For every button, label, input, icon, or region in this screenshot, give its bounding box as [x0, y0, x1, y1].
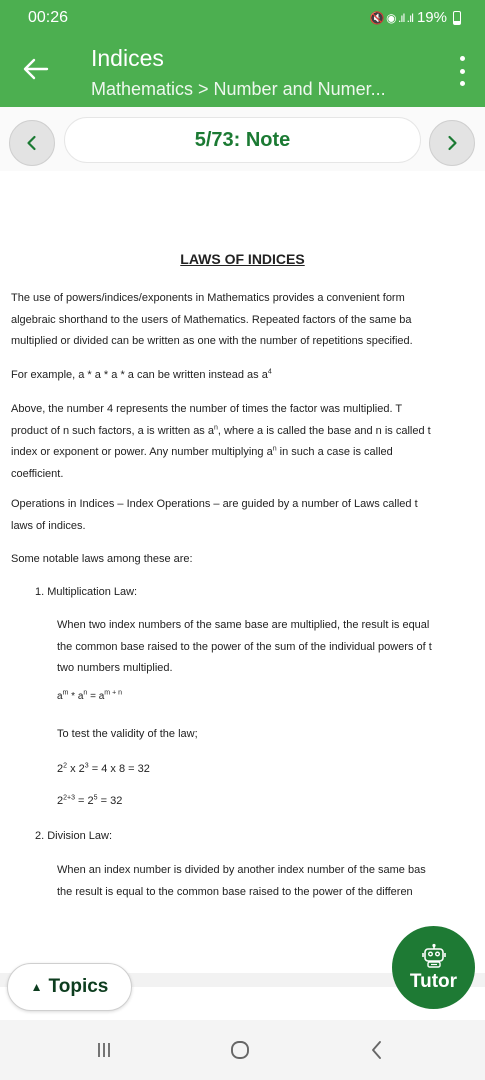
text-line: 2. Division Law:	[35, 830, 113, 842]
paragraph-notable	[11, 549, 481, 571]
tutor-label: Tutor	[409, 970, 458, 992]
formula-part: x 2	[67, 763, 85, 775]
law-example	[57, 759, 482, 781]
superscript: 5	[93, 794, 98, 802]
paragraph-example	[11, 365, 481, 387]
text-line: in such a case is called	[276, 446, 393, 458]
text-line: index or exponent or power. Any number multiplying a	[11, 446, 273, 458]
prev-page-button[interactable]	[9, 120, 55, 166]
law-description	[57, 860, 482, 903]
text-line: product of n such factors, a is written as a	[11, 424, 214, 437]
superscript: 4	[267, 368, 272, 376]
battery-percent: 19%	[416, 9, 447, 26]
breadcrumb: Mathematics > Number and Numer...	[91, 79, 386, 99]
formula-part: = 2	[75, 795, 94, 807]
note-heading: LAWS OF INDICES	[180, 251, 305, 267]
law-test	[57, 724, 482, 746]
status-time: 00:26	[28, 9, 69, 26]
text-line: the result is equal to the common base raised to the power of the differen	[57, 885, 413, 898]
law-formula	[57, 686, 482, 708]
robot-icon	[421, 943, 447, 969]
chevron-right-icon	[443, 134, 461, 152]
home-icon[interactable]	[225, 1037, 255, 1063]
topics-button[interactable]	[7, 963, 132, 1011]
formula-part: 2	[57, 763, 64, 775]
paragraph-explanation	[11, 399, 481, 485]
page-indicator: 5/73: Note	[64, 117, 421, 163]
superscript: n	[83, 689, 88, 697]
arrow-left-icon[interactable]	[14, 50, 58, 88]
status-indicators	[370, 9, 461, 26]
text-line: two numbers multiplied.	[57, 662, 173, 674]
more-vert-icon[interactable]	[457, 56, 467, 86]
note-content[interactable]	[0, 171, 485, 971]
page-title: Indices	[91, 45, 164, 71]
superscript: 3	[84, 762, 89, 770]
law-description	[57, 615, 482, 680]
tutor-button[interactable]	[392, 926, 475, 1009]
app-bar	[0, 0, 485, 107]
superscript: 2	[63, 762, 68, 770]
chevron-left-icon	[23, 134, 41, 152]
status-bar	[0, 0, 485, 36]
recent-apps-icon[interactable]	[89, 1037, 119, 1063]
formula-part: = 4 x 8 = 32	[88, 763, 150, 775]
text-line: To test the validity of the law;	[57, 728, 198, 740]
text-line: algebraic shorthand to the users of Mathematics. Repeated factors of the same ba	[11, 313, 412, 326]
triangle-up-icon: ▲	[30, 980, 43, 994]
law-example	[57, 791, 482, 813]
text-line: When two index numbers of the same base are multiplied, the result is equal	[57, 619, 430, 631]
superscript: n	[213, 423, 218, 431]
law-title	[35, 582, 485, 604]
superscript: n	[272, 445, 277, 453]
text-line: Above, the number 4 represents the number of times the factor was multiplied. T	[11, 403, 403, 415]
text-line: coefficient.	[11, 467, 64, 480]
signal-icon: 🔇 ◉ .ıl .ıl	[369, 10, 413, 25]
battery-icon	[453, 11, 461, 25]
text-line: multiplied or divided can be written as one with the number of repetitions specified.	[11, 335, 413, 347]
text-line: Some notable laws among these are:	[11, 553, 193, 565]
formula-part: * a	[68, 691, 84, 702]
text-line: 1. Multiplication Law:	[35, 586, 138, 598]
text-line: Operations in Indices – Index Operations – are guided by a number of Laws called t	[11, 498, 418, 510]
superscript: m + n	[104, 689, 122, 697]
back-icon[interactable]	[362, 1037, 392, 1063]
text-line: the common base raised to the power of the sum of the individual powers of t	[57, 640, 432, 653]
paragraph-operations	[11, 494, 481, 537]
text-line: , where a is called the base and n is called t	[217, 424, 431, 437]
system-nav-bar	[0, 1020, 485, 1080]
next-page-button[interactable]	[429, 120, 475, 166]
formula-part: 2	[57, 795, 64, 807]
formula-part: a	[57, 691, 63, 702]
law-title	[35, 826, 485, 848]
text-line: For example, a * a * a * a can be written instead as a	[11, 369, 268, 381]
text-line: laws of indices.	[11, 519, 86, 532]
text-line: The use of powers/indices/exponents in Mathematics provides a convenient form	[11, 292, 405, 304]
topics-label: Topics	[48, 976, 109, 997]
pager-row	[0, 107, 485, 171]
superscript: 2+3	[63, 794, 75, 802]
text-line: When an index number is divided by another index number of the same bas	[57, 864, 426, 876]
formula-part: = a	[87, 691, 105, 702]
formula-part: = 32	[97, 795, 123, 807]
superscript: m	[62, 689, 69, 697]
paragraph-intro	[11, 288, 481, 353]
